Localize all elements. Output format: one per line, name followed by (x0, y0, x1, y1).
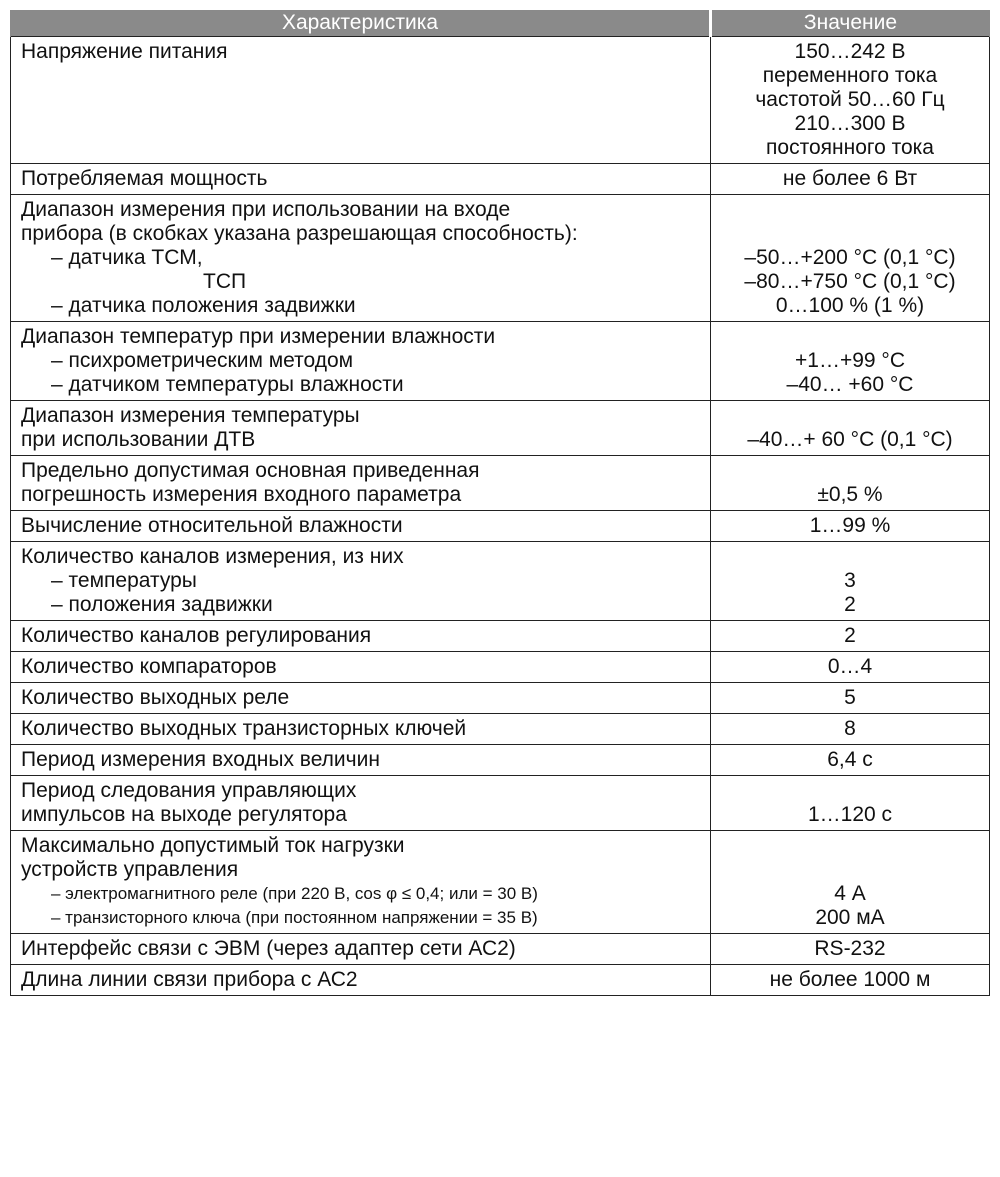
row-name-cell (11, 621, 711, 652)
row-value-line: частотой 50…60 Гц (755, 88, 945, 111)
row-value-line: +1…+99 °С (795, 349, 905, 372)
row-value-line: 0…100 % (1 %) (775, 294, 925, 317)
row-value-line: 210…300 В (794, 112, 906, 135)
row-name-line: Напряжение питания (21, 40, 228, 63)
table-row (11, 164, 990, 195)
row-value-line: RS-232 (814, 937, 886, 960)
row-value-cell (711, 322, 990, 401)
row-value-line (715, 198, 985, 222)
row-value-line: не более 1000 м (769, 968, 931, 991)
row-name-cell (11, 456, 711, 511)
header-value: Значение (711, 10, 990, 37)
row-name-line: Предельно допустимая основная приведенная (21, 459, 480, 482)
table-row (11, 401, 990, 456)
row-value-line: 8 (844, 717, 856, 740)
row-name-line: Вычисление относительной влажности (21, 514, 403, 537)
row-name-cell (11, 164, 711, 195)
row-name-line: Максимально допустимый ток нагрузки (21, 834, 405, 857)
row-value-line: –80…+750 °С (0,1 °С) (744, 270, 956, 293)
row-name-line: – датчиком температуры влажности (51, 373, 404, 396)
table-row (11, 934, 990, 965)
row-name-cell (11, 511, 711, 542)
row-name-line: – электромагнитного реле (при 220 В, cos φ ≤ 0,4; или = 30 В) (51, 884, 538, 903)
row-name-line: прибора (в скобках указана разрешающая способность): (21, 222, 578, 245)
row-name-cell (11, 37, 711, 164)
row-name-line: Количество выходных транзисторных ключей (21, 717, 467, 740)
row-name-cell (11, 652, 711, 683)
row-value-line: 1…120 с (807, 803, 893, 826)
row-value-cell (711, 195, 990, 322)
row-value-cell (711, 511, 990, 542)
row-value-line: не более 6 Вт (782, 167, 918, 190)
row-name-line: Диапазон температур при измерении влажности (21, 325, 496, 348)
row-value-line: –40…+ 60 °С (0,1 °С) (747, 428, 953, 451)
row-value-line: 200 мА (815, 906, 885, 929)
row-name-line: Период измерения входных величин (21, 748, 380, 771)
row-value-cell (711, 683, 990, 714)
row-name-cell (11, 683, 711, 714)
row-name-line: – температуры (51, 569, 197, 592)
row-value-cell (711, 831, 990, 934)
row-value-cell (711, 542, 990, 621)
row-value-line: 150…242 В (794, 40, 906, 63)
row-name-line: погрешность измерения входного параметра (21, 483, 462, 506)
row-value-line: переменного тока (762, 64, 938, 87)
row-name-line: ТСП (203, 270, 247, 293)
row-name-line: Интерфейс связи с ЭВМ (через адаптер сети АС2) (21, 937, 516, 960)
row-name-line: Период следования управляющих (21, 779, 357, 802)
row-name-line: при использовании ДТВ (21, 428, 256, 451)
table-row (11, 456, 990, 511)
spec-table (10, 10, 990, 996)
row-value-cell (711, 965, 990, 996)
row-value-line (715, 222, 985, 246)
row-value-line (715, 404, 985, 428)
table-row (11, 542, 990, 621)
row-name-line: Длина линии связи прибора с АС2 (21, 968, 358, 991)
table-row (11, 322, 990, 401)
row-value-line: ±0,5 % (817, 483, 883, 506)
row-value-line: 6,4 с (827, 748, 873, 771)
row-name-line: Диапазон измерения температуры (21, 404, 360, 427)
row-value-line: 5 (844, 686, 856, 709)
row-value-line: 4 А (834, 882, 866, 905)
row-name-line: Потребляемая мощность (21, 167, 268, 190)
row-name-cell (11, 714, 711, 745)
row-name-cell (11, 322, 711, 401)
row-name-cell (11, 745, 711, 776)
row-name-line: импульсов на выходе регулятора (21, 803, 347, 826)
row-value-cell (711, 401, 990, 456)
row-name-line: Количество выходных реле (21, 686, 290, 709)
row-value-line: постоянного тока (766, 136, 934, 159)
row-value-line (715, 858, 985, 882)
row-value-line: 1…99 % (809, 514, 891, 537)
table-row (11, 37, 990, 164)
row-name-line: Диапазон измерения при использовании на входе (21, 198, 511, 221)
row-name-line: – датчика ТСМ, (51, 246, 203, 269)
row-value-cell (711, 714, 990, 745)
table-row (11, 965, 990, 996)
row-name-cell (11, 401, 711, 456)
row-value-cell (711, 745, 990, 776)
row-name-line: – транзисторного ключа (при постоянном напряжении = 35 В) (51, 908, 538, 927)
row-value-line (715, 325, 985, 349)
row-value-cell (711, 164, 990, 195)
row-value-line (715, 834, 985, 858)
row-value-cell (711, 934, 990, 965)
row-name-cell (11, 965, 711, 996)
row-name-line: Количество компараторов (21, 655, 277, 678)
table-row (11, 683, 990, 714)
row-value-line: –40… +60 °С (786, 373, 914, 396)
row-value-line (715, 459, 985, 483)
row-value-line: 2 (844, 624, 856, 647)
row-value-line (715, 779, 985, 803)
table-row (11, 831, 990, 934)
table-row (11, 776, 990, 831)
row-name-cell (11, 831, 711, 934)
row-name-cell (11, 934, 711, 965)
table-row (11, 511, 990, 542)
row-name-cell (11, 542, 711, 621)
row-name-line: Количество каналов измерения, из них (21, 545, 404, 568)
table-row (11, 745, 990, 776)
row-value-line: –50…+200 °С (0,1 °С) (744, 246, 956, 269)
row-name-cell (11, 776, 711, 831)
header-row (11, 10, 990, 37)
row-name-line: устройств управления (21, 858, 239, 881)
table-row (11, 621, 990, 652)
row-value-cell (711, 652, 990, 683)
row-value-line: 0…4 (827, 655, 873, 678)
table-row (11, 652, 990, 683)
row-value-cell (711, 776, 990, 831)
table-row (11, 195, 990, 322)
row-name-line: – положения задвижки (51, 593, 273, 616)
table-row (11, 714, 990, 745)
row-value-cell (711, 456, 990, 511)
row-value-cell (711, 37, 990, 164)
row-value-line (715, 545, 985, 569)
row-name-line: Количество каналов регулирования (21, 624, 372, 647)
row-name-cell (11, 195, 711, 322)
row-value-line: 2 (844, 593, 856, 616)
row-value-line: 3 (844, 569, 856, 592)
row-name-line: – психрометрическим методом (51, 349, 354, 372)
header-characteristic: Характеристика (11, 10, 711, 37)
row-name-line: – датчика положения задвижки (51, 294, 356, 317)
row-value-cell (711, 621, 990, 652)
